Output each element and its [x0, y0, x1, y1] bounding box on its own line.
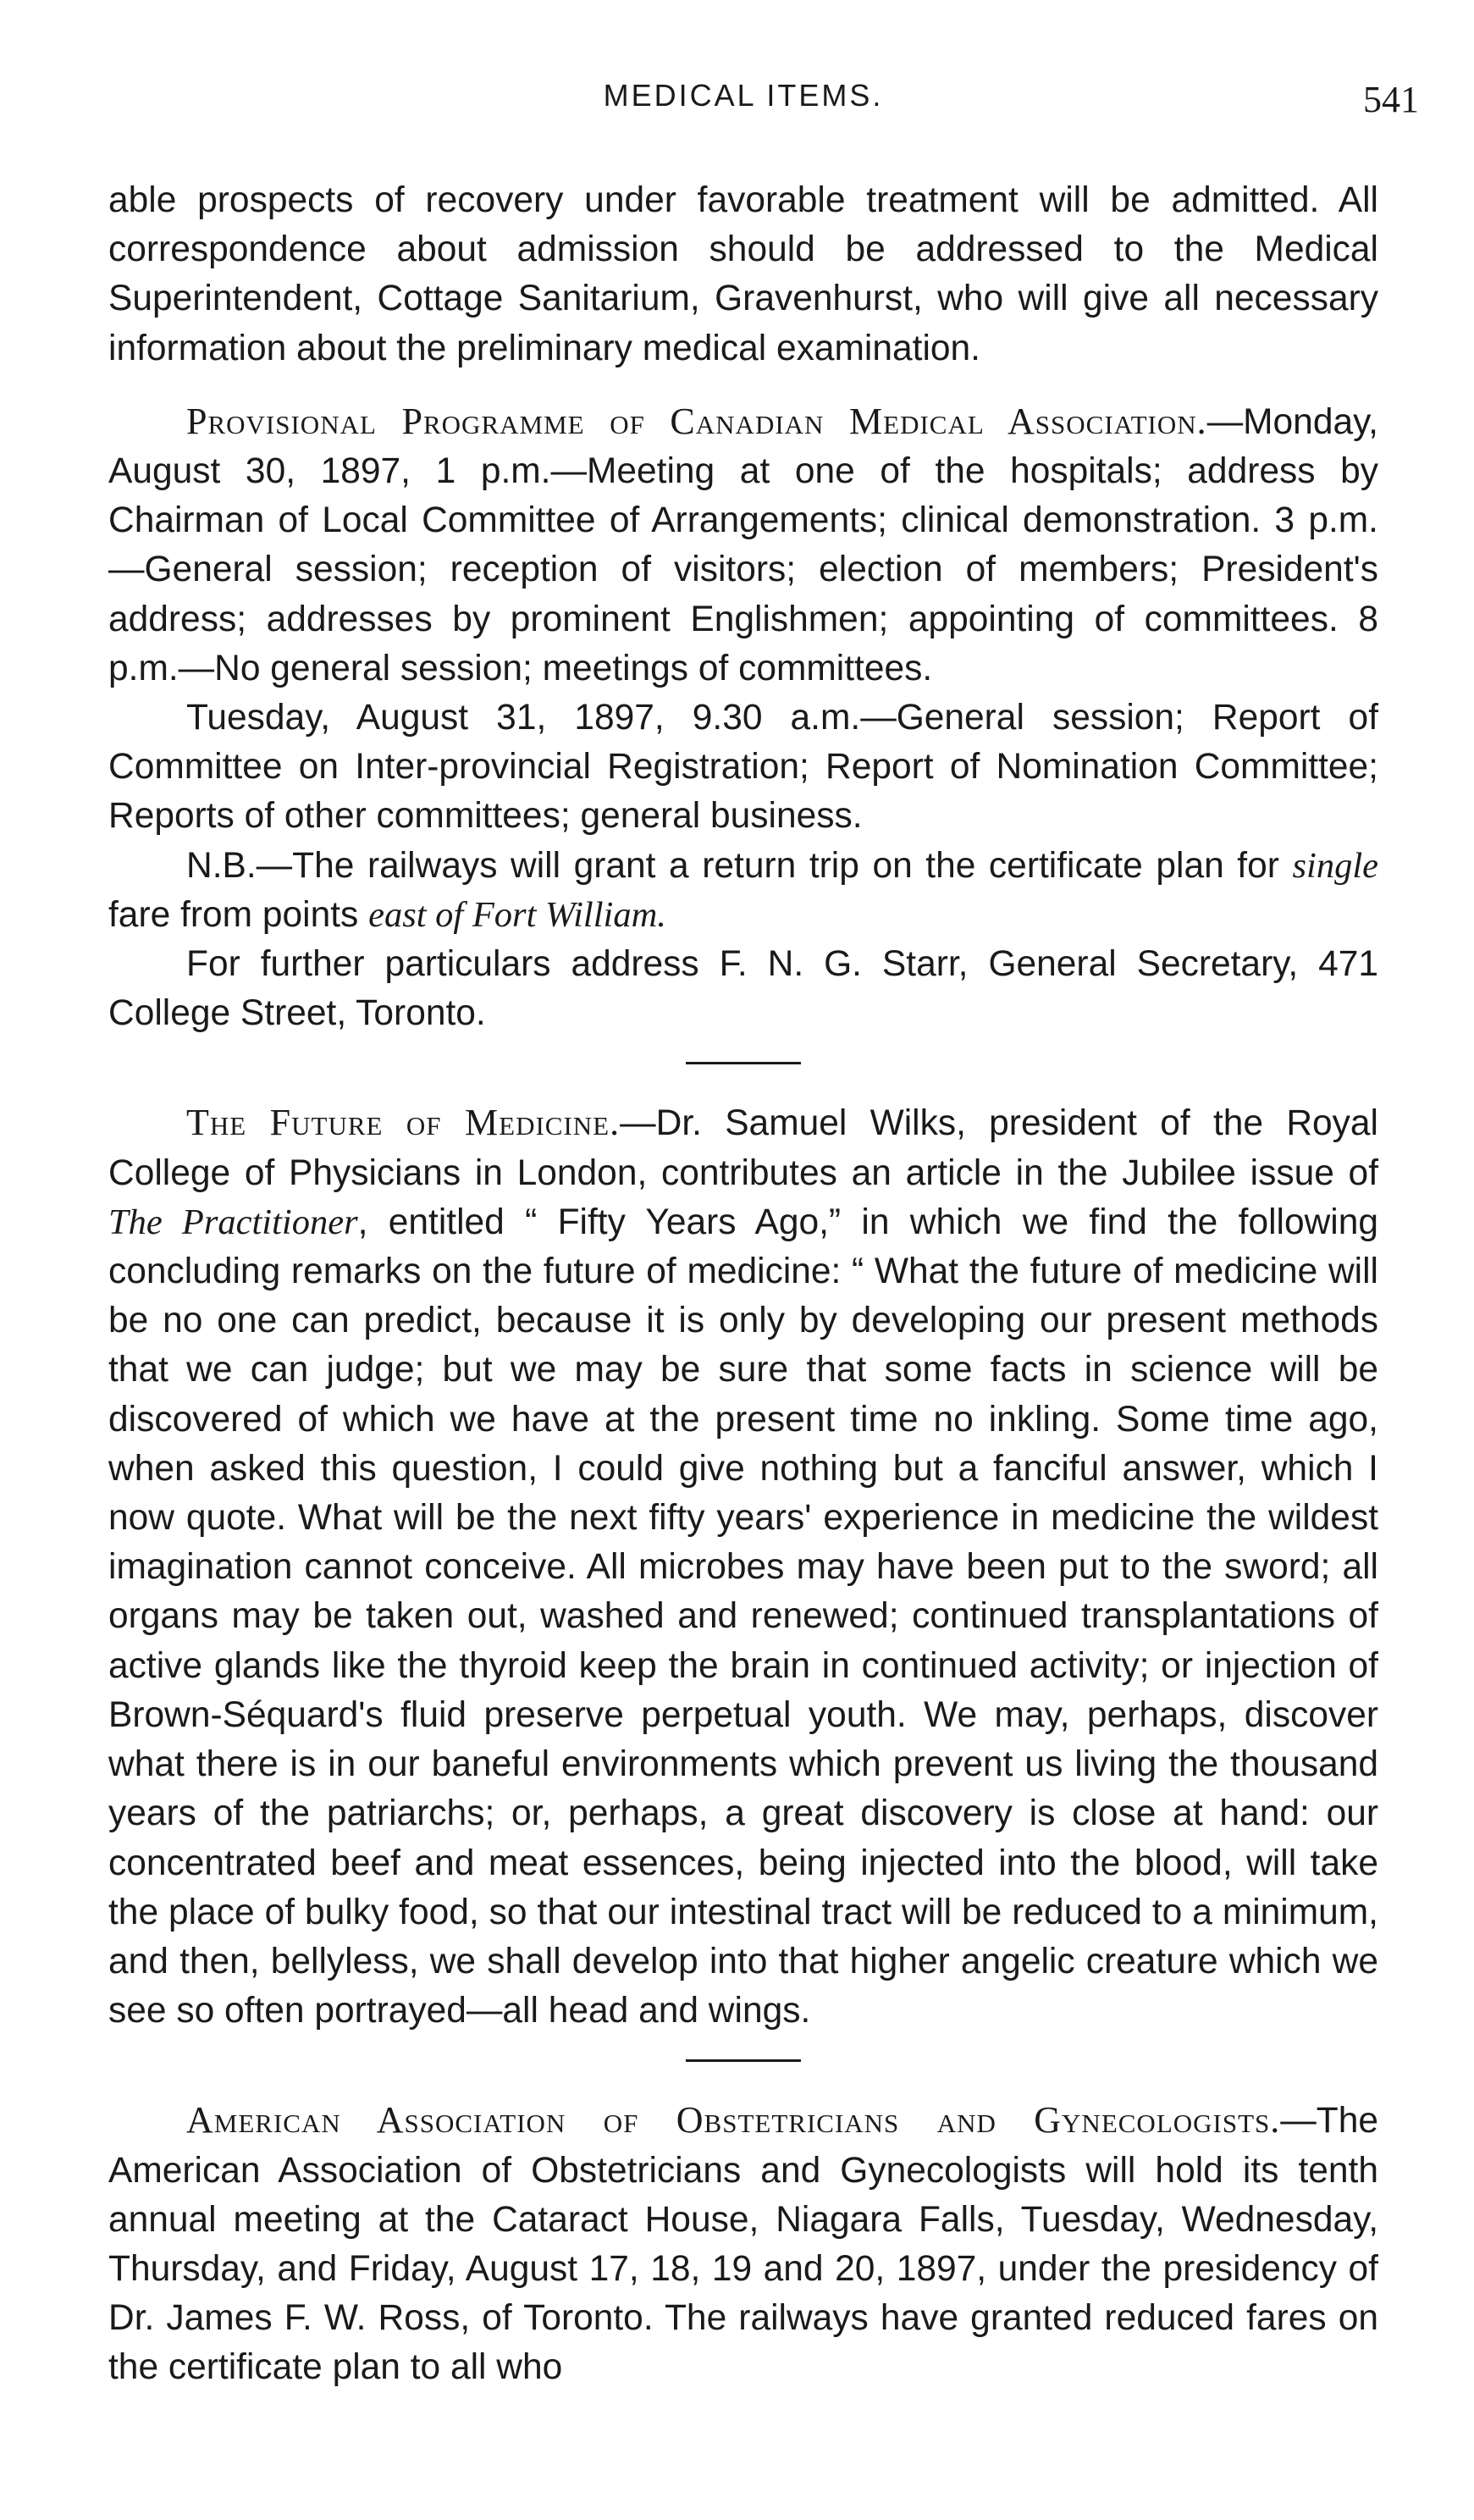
paragraph-cma-tuesday: Tuesday, August 31, 1897, 9.30 a.m.—General session; Report of Committee on Inter-provincial Registration; Report of Nomination Committee; Reports of other committees; general business. [108, 698, 1378, 837]
running-head [108, 75, 1419, 125]
cma-programme-heading: Provisional Programme of Canadian Medical Association. [186, 400, 1207, 442]
paragraph-cma-programme [108, 397, 1378, 694]
paragraph-sanitarium-continued: able prospects of recovery under favorable treatment will be admitted. All correspondence about admission should be addressed to the Medical Superintendent, Cottage Sanitarium, Gravenhurst, who will give all necessary information about the preliminary medical examination. [108, 180, 1378, 368]
page-number: 541 [1363, 79, 1419, 120]
text-body [108, 176, 1378, 2393]
running-title: MEDICAL ITEMS. [603, 78, 884, 113]
section-divider [686, 1062, 801, 1064]
paragraph-further-particulars: For further particulars address F. N. G. Starr, General Secretary, 471 College Street, Toronto. [108, 944, 1378, 1034]
railway-note-text: N.B.—The railways will grant a return trip on the certificate plan for [186, 845, 1293, 886]
section-divider [686, 2059, 801, 2062]
future-medicine-quote: , entitled “ Fifty Years Ago,” in which we find the following concluding remarks on the future of medicine: “ What the future of medicine will be no one can predict, because it is only by developing our present methods that we can judge; but we may be sure that some facts in science will be discovered of which we have at the present time no inkling. Some time ago, when asked this question, I could give nothing but a fanciful answer, which I now quote. What will be the next fifty years' experience in medicine the wildest imagination cannot conceive. All microbes may have been put to the sword; all organs may be taken out, washed and renewed; continued transplantations of active glands like the thyroid keep the brain in continued activity; or injection of Brown-Séquard's fluid preserve perpetual youth. We may, perhaps, discover what there is in our baneful environments which prevent us living the thousand years of the patriarchs; or, perhaps, a great discovery is close at hand: our concentrated beef and meat essences, being injected into the blood, will take the place of bulky food, so that our intestinal tract will be reduced to a minimum, and then, bellyless, we shall develop into that higher angelic creature which we see so often portrayed—all head and wings. [108, 1202, 1379, 2031]
railway-note-place: east of Fort William. [368, 894, 666, 935]
future-medicine-intro: —Dr. Samuel Wilks, president of the Royal College of Physicians in London, contributes an article in the Jubilee issue of [108, 1103, 1378, 1193]
obstetricians-heading: American Association of Obstetricians and Gynecologists. [186, 2099, 1281, 2141]
railway-note-middle: fare from points [108, 894, 369, 935]
paragraph-obstetricians-association [108, 2096, 1378, 2392]
obstetricians-text: —The American Association of Obstetricians and Gynecologists will hold its tenth annual meeting at the Cataract House, Niagara Falls, Tuesday, Wednesday, Thursday, and Friday, August 17, 18, 19 and 20, 1897, under the presidency of Dr. James F. W. Ross, of Toronto. The railways have granted reduced fares on the certificate plan to all who [108, 2101, 1378, 2388]
paragraph-railway-note [108, 842, 1378, 940]
journal-title: The Practitioner [108, 1202, 358, 1242]
paragraph-future-of-medicine [108, 1098, 1378, 2036]
railway-note-single: single [1292, 845, 1378, 886]
cma-programme-monday: —Monday, August 30, 1897, 1 p.m.—Meeting at one of the hospitals; address by Chairman of Local Committee of Arrangements; clinical demonstration. 3 p.m.—General session; reception of visitors; election of members; President's address; addresses by prominent Englishmen; appointing of committees. 8 p.m.—No general session; meetings of committees. [108, 401, 1378, 688]
paragraph-gap [108, 373, 1378, 397]
future-medicine-heading: The Future of Medicine. [186, 1102, 621, 1144]
